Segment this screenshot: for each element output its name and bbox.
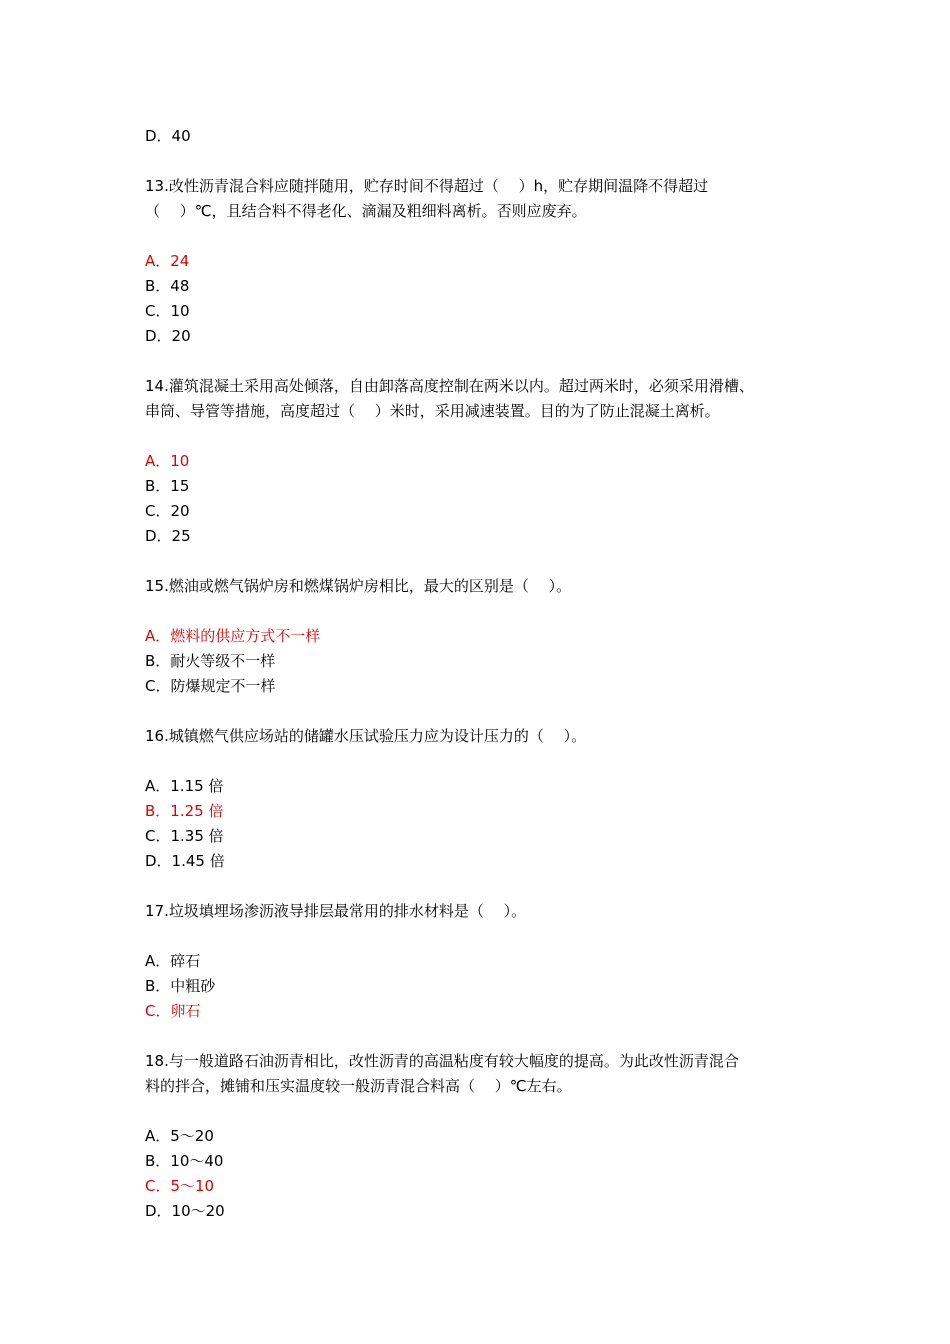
- answer-option: B．耐火等级不一样: [145, 652, 276, 670]
- answer-option: C．防爆规定不一样: [145, 677, 276, 695]
- answer-option-correct: C．5～10: [145, 1177, 215, 1195]
- lead-option: D．40: [145, 127, 191, 145]
- answer-option-correct: A．燃料的供应方式不一样: [145, 627, 321, 645]
- answer-option: D．20: [145, 327, 191, 345]
- question-text: [145, 899, 825, 924]
- answer-option: C．20: [145, 502, 190, 520]
- question-line: 串筒、导管等措施，高度超过（ ）米时，采用减速装置。目的为了防止混凝土离析。: [145, 402, 720, 420]
- question-text: [145, 174, 825, 224]
- answer-option-correct: C．卵石: [145, 1002, 201, 1020]
- question-line: 18.与一般道路石油沥青相比，改性沥青的高温粘度有较大幅度的提高。为此改性沥青混合: [145, 1052, 739, 1070]
- document-page: [145, 124, 825, 1224]
- question-block: [145, 174, 825, 349]
- answer-option: C．10: [145, 302, 190, 320]
- question-block: [145, 899, 825, 1024]
- question-line: 14.灌筑混凝土采用高处倾落，自由卸落高度控制在两米以内。超过两米时，必须采用滑槽、: [145, 377, 754, 395]
- answer-option: D．25: [145, 527, 191, 545]
- answer-option-correct: A．10: [145, 452, 190, 470]
- question-text: [145, 1049, 825, 1099]
- question-block: [145, 574, 825, 699]
- answer-option-correct: A．24: [145, 252, 190, 270]
- answer-option: B．10～40: [145, 1152, 224, 1170]
- question-text: [145, 574, 825, 599]
- answer-option-correct: B．1.25 倍: [145, 802, 224, 820]
- answer-option: D．10～20: [145, 1202, 225, 1220]
- answer-option: A．5～20: [145, 1127, 214, 1145]
- answer-option: D．1.45 倍: [145, 852, 225, 870]
- question-block: [145, 1049, 825, 1224]
- question-block: [145, 374, 825, 549]
- question-line: 16.城镇燃气供应场站的储罐水压试验压力应为设计压力的（ ）。: [145, 727, 587, 745]
- question-text: [145, 724, 825, 749]
- question-line: （ ）℃，且结合料不得老化、滴漏及粗细料离析。否则应废弃。: [145, 202, 587, 220]
- answer-option: B．48: [145, 277, 190, 295]
- question-block: [145, 724, 825, 874]
- answer-option: C．1.35 倍: [145, 827, 224, 845]
- question-text: [145, 374, 825, 424]
- answer-option: B．15: [145, 477, 190, 495]
- question-line: 13.改性沥青混合料应随拌随用，贮存时间不得超过（ ）h，贮存期间温降不得超过: [145, 177, 709, 195]
- question-line: 料的拌合，摊铺和压实温度较一般沥青混合料高（ ）℃左右。: [145, 1077, 572, 1095]
- answer-option: A．碎石: [145, 952, 201, 970]
- question-line: 17.垃圾填埋场渗沥液导排层最常用的排水材料是（ ）。: [145, 902, 527, 920]
- answer-option: B．中粗砂: [145, 977, 216, 995]
- question-list: [145, 174, 825, 1224]
- question-line: 15.燃油或燃气锅炉房和燃煤锅炉房相比，最大的区别是（ ）。: [145, 577, 572, 595]
- answer-option: A．1.15 倍: [145, 777, 224, 795]
